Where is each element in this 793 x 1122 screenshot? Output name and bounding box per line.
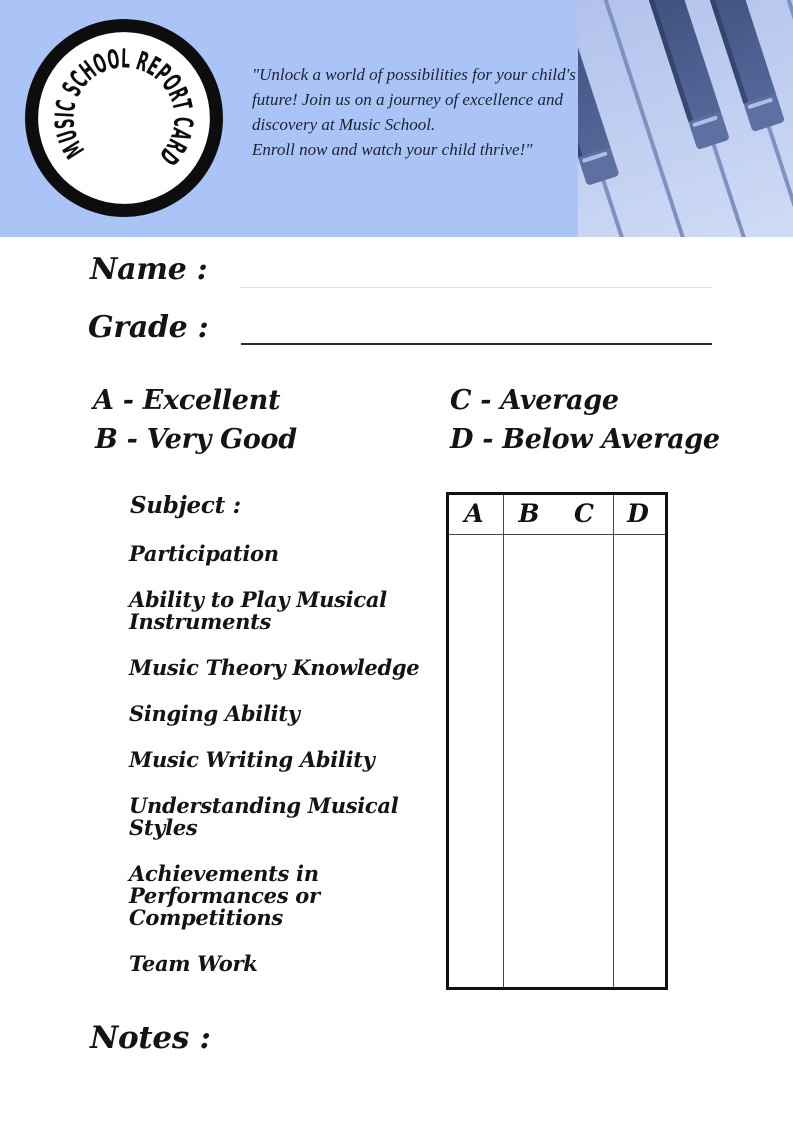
subject-understanding-styles: Understanding Musical Styles bbox=[129, 793, 399, 840]
legend-item-b: B - Very Good bbox=[95, 424, 297, 455]
grade-cell-a[interactable] bbox=[449, 536, 503, 984]
grade-col-header-b: B bbox=[518, 499, 540, 528]
subject-achievements: Achievements in Performances or Competitions bbox=[129, 861, 320, 930]
quote-line: future! Join us on a journey of excellence and bbox=[252, 90, 563, 109]
subject-team-work: Team Work bbox=[129, 951, 258, 976]
legend-item-d: D - Below Average bbox=[450, 424, 720, 455]
music-school-logo bbox=[22, 16, 226, 220]
piano-key-group bbox=[578, 0, 793, 237]
subject-singing-ability: Singing Ability bbox=[129, 701, 300, 726]
name-label: Name : bbox=[90, 252, 208, 287]
banner bbox=[0, 0, 793, 237]
grade-table-inner bbox=[449, 495, 665, 987]
grade-cell-b-c[interactable] bbox=[504, 536, 613, 984]
notes-label: Notes : bbox=[90, 1020, 211, 1056]
legend-item-c: C - Average bbox=[450, 385, 619, 416]
subjects-header: Subject : bbox=[130, 492, 241, 519]
grade-col-header-a: A bbox=[464, 499, 484, 528]
quote-line: "Unlock a world of possibilities for your child's bbox=[252, 65, 576, 84]
promo-quote bbox=[252, 62, 582, 162]
grade-table bbox=[446, 492, 668, 990]
subject-ability-to-play: Ability to Play Musical Instruments bbox=[129, 587, 387, 634]
grade-input-line[interactable] bbox=[241, 329, 712, 345]
quote-line: discovery at Music School. bbox=[252, 115, 436, 134]
notes-area[interactable] bbox=[92, 1066, 702, 1114]
name-input-line[interactable] bbox=[241, 273, 711, 288]
grade-label: Grade : bbox=[88, 310, 209, 345]
legend-item-a: A - Excellent bbox=[93, 385, 281, 416]
grade-col-header-c: C bbox=[574, 499, 594, 528]
logo-text: MUSIC SCHOOL REPORT CARD bbox=[49, 42, 199, 179]
subject-music-writing: Music Writing Ability bbox=[129, 747, 375, 772]
grade-cell-d[interactable] bbox=[614, 536, 665, 984]
subjects-list bbox=[129, 543, 459, 999]
subject-participation: Participation bbox=[129, 541, 279, 566]
subject-music-theory: Music Theory Knowledge bbox=[129, 655, 420, 680]
quote-line: Enroll now and watch your child thrive!" bbox=[252, 140, 533, 159]
grade-col-header-d: D bbox=[627, 499, 649, 528]
piano-keys-image bbox=[578, 0, 793, 237]
